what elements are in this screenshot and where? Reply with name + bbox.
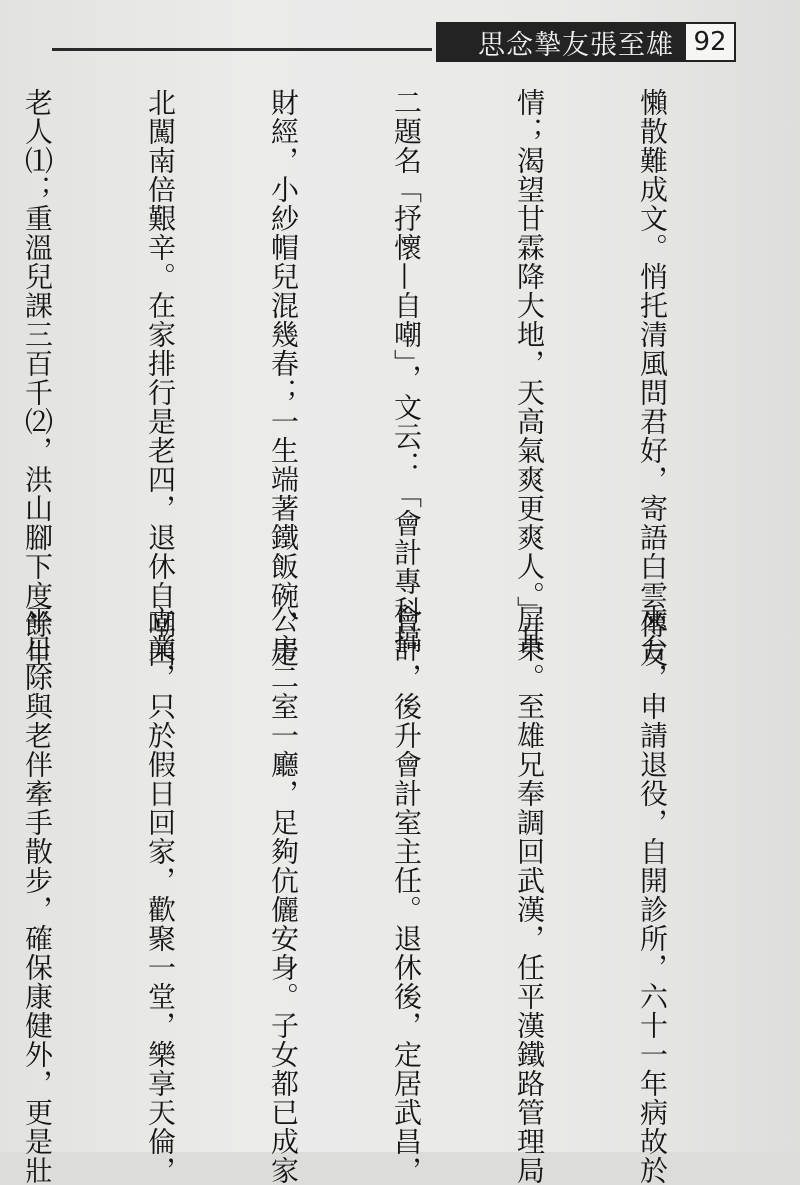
- bleed-through-text: [0, 30, 240, 48]
- text-column: 立業，只於假日回家，歡聚一堂，樂享天倫，: [144, 605, 177, 1185]
- text-column: 二題名「抒懷—自嘲」，文云：「會計專科搞: [390, 88, 423, 654]
- upper-text-block: [21, 88, 755, 668]
- text-column: 老人⑴；重溫兒課三百千⑵，洪山腳下度餘生: [21, 88, 54, 668]
- page-number: 92: [684, 22, 736, 62]
- lower-text-block: [21, 605, 755, 1185]
- text-column: 情；渴望甘霖降大地，天高氣爽更爽人。」其: [513, 88, 546, 654]
- text-column: 公房二室一廳，足夠伉儷安身。子女都已成家: [267, 605, 300, 1185]
- header-rule: [52, 48, 432, 51]
- text-column: 會計，後升會計室主任。退休後，定居武昌，: [390, 605, 423, 1185]
- text-column: 屏東。至雄兄奉調回武漢，任平漢鐵路管理局: [513, 605, 546, 1185]
- text-column: 懶散難成文。悄托清風問君好，寄語白雲傳友: [636, 88, 669, 668]
- text-column: 北闖南倍艱辛。在家排行是老四，退休自嘲四: [144, 88, 177, 668]
- text-column: 平日除與老伴牽手散步，確保康健外，更是壯: [21, 605, 54, 1185]
- running-title: 思念摯友張至雄: [436, 22, 684, 62]
- text-column: 財經，小紗帽兒混幾春；一生端著鐵飯碗，走: [267, 88, 300, 668]
- text-column: 來台，申請退役，自開診所，六十一年病故於: [636, 605, 669, 1185]
